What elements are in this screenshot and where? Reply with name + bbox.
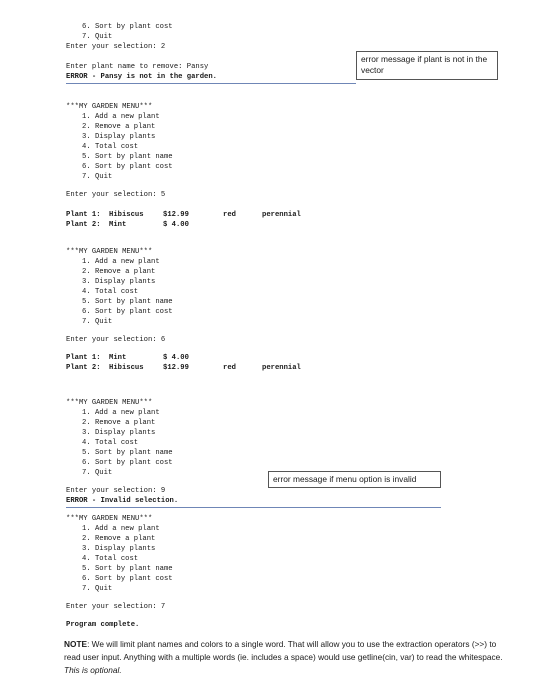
program-complete-message: Program complete. xyxy=(66,621,140,629)
menu-item: 3. Display plants xyxy=(82,545,156,553)
plant-cost: $ 4.00 xyxy=(163,354,189,362)
menu-item: 4. Total cost xyxy=(82,143,139,151)
menu-item: 4. Total cost xyxy=(82,555,139,563)
menu-item: 3. Display plants xyxy=(82,278,156,286)
plant-cost: $12.99 xyxy=(163,364,189,372)
plant-label: Plant 2: xyxy=(66,364,101,372)
callout-plant-not-in-vector: error message if plant is not in the vector xyxy=(356,51,498,80)
plant-color: red xyxy=(223,211,236,219)
menu-item: 2. Remove a plant xyxy=(82,268,156,276)
plant-name: Hibiscus xyxy=(109,364,144,372)
menu-item: 3. Display plants xyxy=(82,429,156,437)
plant-label: Plant 1: xyxy=(66,211,101,219)
menu-item: 7. Quit xyxy=(82,585,113,593)
menu-item: 2. Remove a plant xyxy=(82,535,156,543)
menu-item: 5. Sort by plant name xyxy=(82,153,173,161)
remove-error-message: ERROR - Pansy is not in the garden. xyxy=(66,73,217,81)
menu-item: 6. Sort by plant cost xyxy=(82,23,173,31)
menu-item: 2. Remove a plant xyxy=(82,419,156,427)
menu-item: 1. Add a new plant xyxy=(82,525,160,533)
menu-item: 7. Quit xyxy=(82,173,113,181)
menu-item: 5. Sort by plant name xyxy=(82,449,173,457)
menu-item: 6. Sort by plant cost xyxy=(82,163,173,171)
invalid-selection-error: ERROR - Invalid selection. xyxy=(66,497,179,505)
menu-item: 6. Sort by plant cost xyxy=(82,575,173,583)
menu-item: 4. Total cost xyxy=(82,288,139,296)
callout-underline xyxy=(66,507,441,508)
menu-item: 5. Sort by plant name xyxy=(82,565,173,573)
plant-name: Mint xyxy=(109,221,127,229)
plant-cost: $12.99 xyxy=(163,211,189,219)
note-label: NOTE xyxy=(64,639,88,649)
menu-item: 6. Sort by plant cost xyxy=(82,308,173,316)
selection-prompt: Enter your selection: 7 xyxy=(66,603,166,611)
plant-name: Hibiscus xyxy=(109,211,144,219)
callout-underline xyxy=(66,83,356,84)
menu-title: ***MY GARDEN MENU*** xyxy=(66,515,153,523)
plant-color: red xyxy=(223,364,236,372)
plant-cost: $ 4.00 xyxy=(163,221,189,229)
menu-item: 6. Sort by plant cost xyxy=(82,459,173,467)
selection-prompt: Enter your selection: 2 xyxy=(66,43,166,51)
menu-item: 1. Add a new plant xyxy=(82,258,160,266)
menu-title: ***MY GARDEN MENU*** xyxy=(66,103,153,111)
menu-item: 3. Display plants xyxy=(82,133,156,141)
menu-item: 4. Total cost xyxy=(82,439,139,447)
menu-item: 7. Quit xyxy=(82,469,113,477)
plant-type: perennial xyxy=(262,364,301,372)
menu-item: 7. Quit xyxy=(82,33,113,41)
note-optional: This is optional. xyxy=(64,665,122,675)
menu-title: ***MY GARDEN MENU*** xyxy=(66,248,153,256)
menu-item: 1. Add a new plant xyxy=(82,113,160,121)
plant-type: perennial xyxy=(262,211,301,219)
plant-name: Mint xyxy=(109,354,127,362)
note-text: : We will limit plant names and colors to a single word. That will allow you to use the extraction operators (>>) to read user input. Anything with a multiple words (ie. includes a space) would use getline(cin, var) to read the whitespace. xyxy=(64,639,503,662)
menu-item: 5. Sort by plant name xyxy=(82,298,173,306)
callout-menu-invalid: error message if menu option is invalid xyxy=(268,471,441,488)
menu-title: ***MY GARDEN MENU*** xyxy=(66,399,153,407)
menu-item: 2. Remove a plant xyxy=(82,123,156,131)
selection-prompt: Enter your selection: 9 xyxy=(66,487,166,495)
menu-item: 7. Quit xyxy=(82,318,113,326)
note-paragraph xyxy=(64,638,504,677)
selection-prompt: Enter your selection: 6 xyxy=(66,336,166,344)
menu-item: 1. Add a new plant xyxy=(82,409,160,417)
selection-prompt: Enter your selection: 5 xyxy=(66,191,166,199)
plant-label: Plant 2: xyxy=(66,221,101,229)
plant-label: Plant 1: xyxy=(66,354,101,362)
remove-prompt: Enter plant name to remove: Pansy xyxy=(66,63,209,71)
